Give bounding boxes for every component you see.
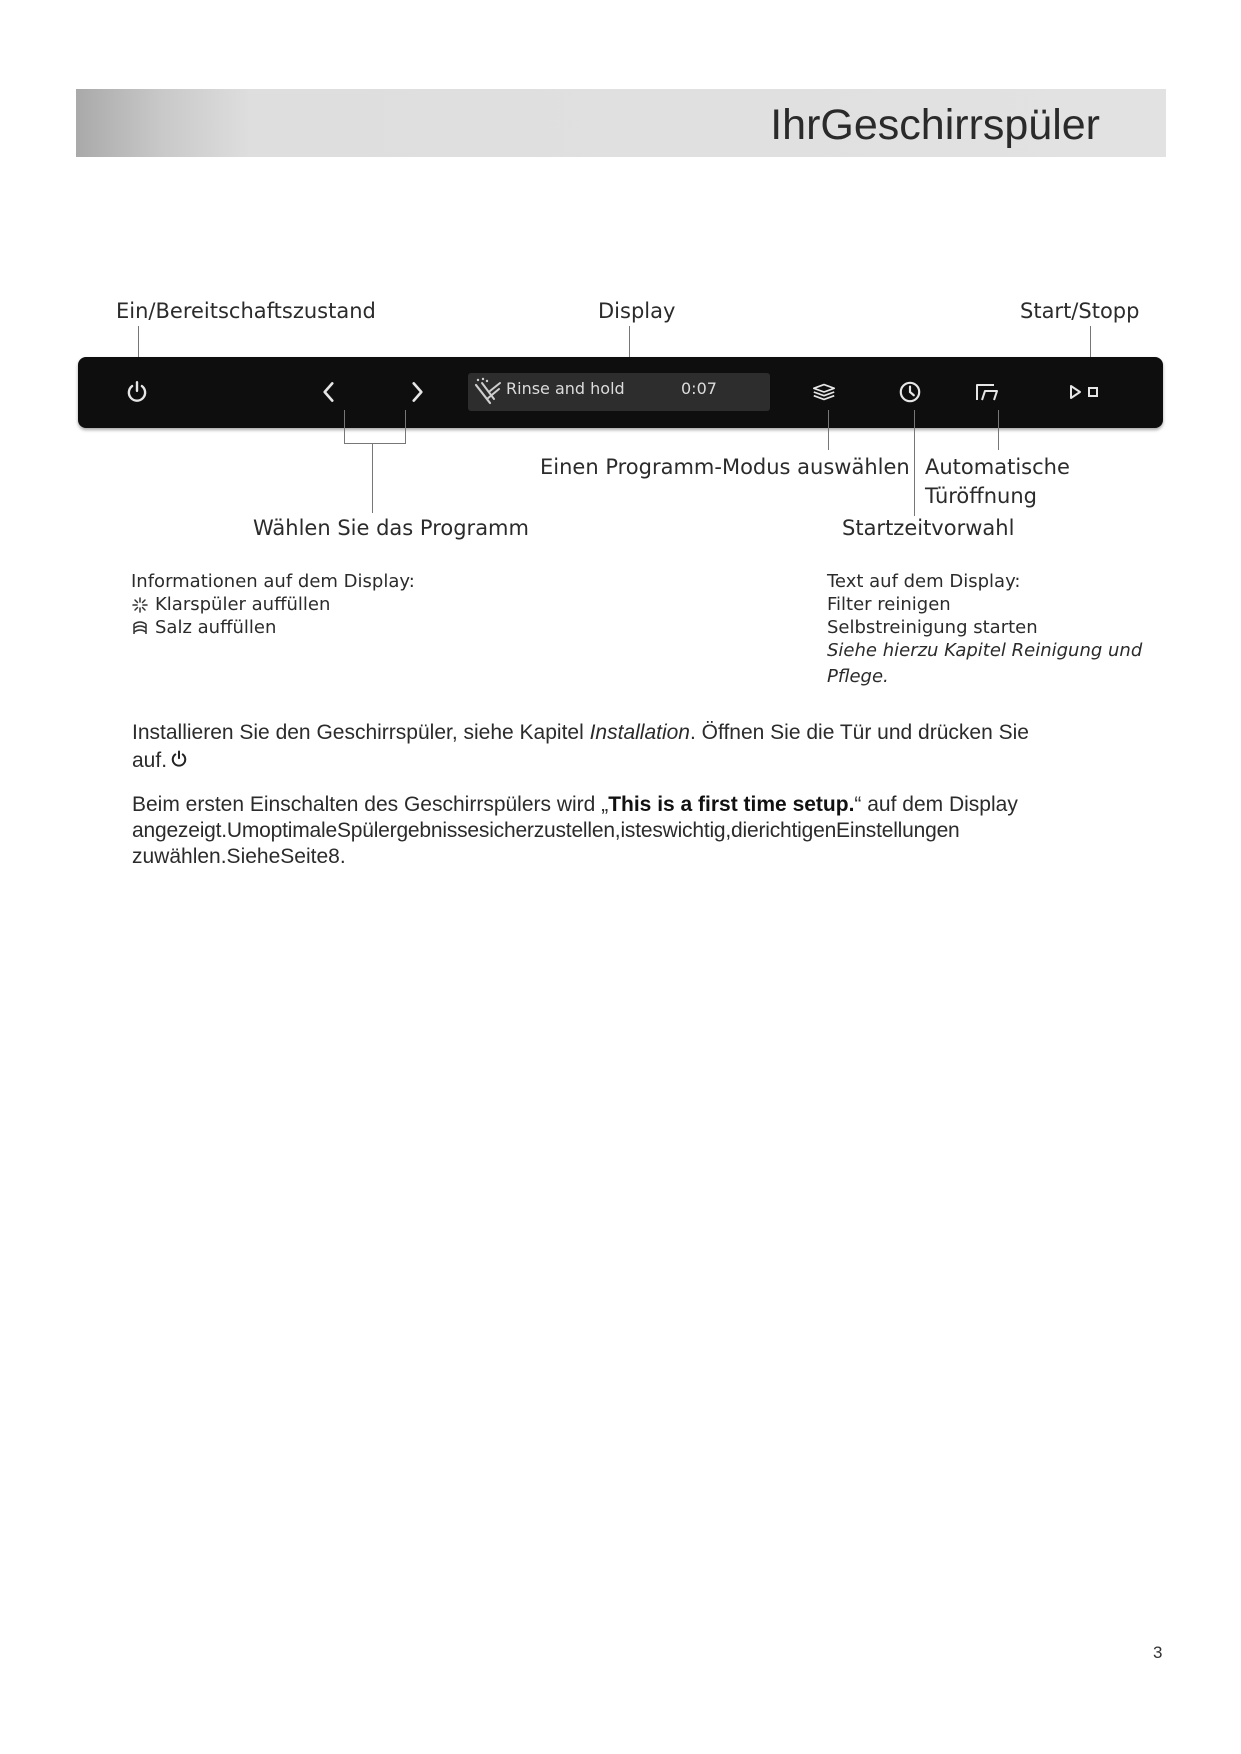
power-button[interactable] [120, 375, 154, 409]
display-text-note-2: Pflege. [827, 666, 889, 687]
label-auto-door-1: Automatische [925, 455, 1070, 479]
clock-icon [897, 379, 923, 405]
display-info-block [131, 570, 415, 639]
display-info-item-salt: Salz auffüllen [131, 616, 415, 639]
chevron-left-icon [316, 379, 342, 405]
rinse-program-icon [472, 377, 504, 407]
rinse-aid-icon [131, 596, 149, 614]
display-info-item-rinse-aid: Klarspüler auffüllen [131, 593, 415, 616]
door-open-icon [973, 379, 999, 405]
auto-door-button[interactable] [969, 375, 1003, 409]
label-power: Ein/Bereitschaftszustand [116, 299, 376, 323]
display-text-note-1: Siehe hierzu Kapitel Reinigung und [827, 640, 1143, 661]
header-bar [76, 89, 1166, 157]
panel-display [468, 373, 770, 411]
display-text-heading: Text auf dem Display: [827, 571, 1021, 592]
paragraph-install: Installieren Sie den Geschirrspüler, siehe Kapitel Installation. Öffnen Sie die Tür und drücken Sie auf. [132, 721, 1029, 772]
display-program-name: Rinse and hold [506, 379, 625, 398]
control-panel [78, 357, 1163, 428]
display-text-filter: Filter reinigen [827, 594, 951, 615]
chevron-right-icon [404, 379, 430, 405]
page-number: 3 [1153, 1643, 1163, 1662]
start-delay-button[interactable] [893, 375, 927, 409]
play-stop-icon [1066, 379, 1106, 405]
leader-program-mode [828, 410, 829, 450]
program-mode-button[interactable] [807, 375, 841, 409]
label-display: Display [598, 299, 676, 323]
paragraph-first-setup: Beim ersten Einschalten des Geschirrspülers wird „This is a first time setup.“ auf dem Display angezeigt.UmoptimaleSpülergebnissesicherzustellen,isteswichtig,dierichtigenEinstellungen zuwählen.SieheSeite8. [132, 793, 1018, 868]
layers-icon [811, 379, 837, 405]
leader-next [405, 410, 406, 443]
display-info-heading: Informationen auf dem Display: [131, 571, 415, 592]
play-icon [1071, 386, 1080, 398]
prev-program-button[interactable] [312, 375, 346, 409]
label-start-stop: Start/Stopp [1020, 299, 1140, 323]
leader-prev [344, 410, 345, 443]
page-title: IhrGeschirrspüler [770, 101, 1100, 149]
label-auto-door-2: Türöffnung [925, 484, 1038, 508]
label-start-delay: Startzeitvorwahl [842, 516, 1015, 540]
label-program-mode: Einen Programm-Modus auswählen [540, 455, 910, 479]
salt-icon [131, 619, 149, 637]
power-icon [169, 749, 189, 769]
leader-start-delay [914, 410, 915, 516]
display-text-block [827, 570, 1142, 688]
next-program-button[interactable] [400, 375, 434, 409]
leader-select-program [372, 443, 373, 513]
start-stop-button[interactable] [1062, 375, 1110, 409]
display-time: 0:07 [681, 379, 717, 398]
display-text-selfclean: Selbstreinigung starten [827, 617, 1038, 638]
label-select-program: Wählen Sie das Programm [253, 516, 529, 540]
leader-bracket [344, 443, 406, 444]
power-icon [124, 379, 150, 405]
leader-auto-door [998, 410, 999, 450]
stop-icon [1089, 388, 1097, 396]
